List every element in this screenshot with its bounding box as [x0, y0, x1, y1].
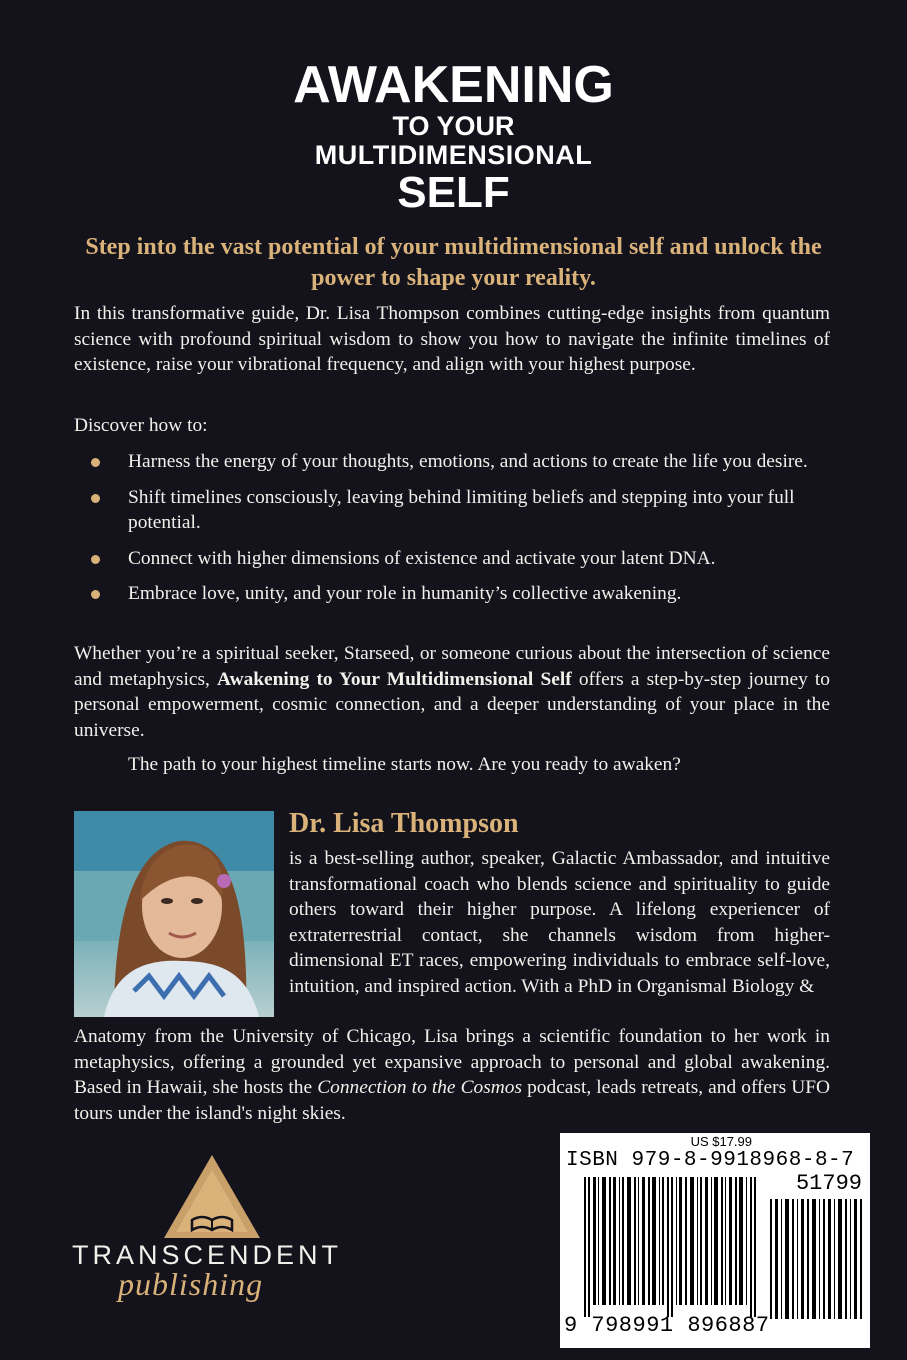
author-photo [74, 811, 274, 1017]
bullet-text: Harness the energy of your thoughts, emotions, and actions to create the life you desire. [128, 451, 808, 472]
tagline: Step into the vast potential of your multidimensional self and unlock the power to shape your reality. [85, 234, 822, 291]
audience-text-start: Whether you’re a spiritual seeker, Starseed, or someone curious about the intersection of science and metaphysics, [74, 643, 830, 690]
title-line-self: SELF [397, 168, 510, 217]
price-addon-code: 51799 [795, 1171, 862, 1196]
podcast-title: Connection to the Cosmos [317, 1077, 523, 1098]
closing-line: The path to your highest timeline starts now. Are you ready to awaken? [128, 754, 681, 775]
barcode-bars-icon [582, 1177, 762, 1317]
bullet-text: Embrace love, unity, and your role in humanity’s collective awakening. [128, 583, 682, 604]
ean-number: 9 798991 896887 [564, 1313, 770, 1338]
audience-text-end: offers a step-by-step journey to personal empowerment, cosmic connection, and a deeper understanding of your place in the universe. [74, 668, 830, 741]
list-item [74, 546, 834, 572]
addon-barcode-bars-icon [768, 1199, 864, 1319]
bullet-dot-icon [91, 555, 100, 564]
author-bio-bottom [74, 1024, 830, 1126]
book-title-inline: Awakening to Your Multidimensional Self [217, 668, 572, 690]
title-line-awakening: AWAKENING [293, 56, 614, 114]
publisher-name: TRANSCENDENT [72, 1240, 343, 1270]
isbn-label: ISBN 979-8-9918968-8-7 [566, 1149, 855, 1172]
list-item [74, 581, 834, 607]
title-line-to-your: TO YOUR [392, 111, 515, 141]
bullet-dot-icon [91, 458, 100, 467]
bio-text-start: Anatomy from the University of Chicago, Lisa brings a scientific foundation to her work in metaphysics, offering a grounded yet expansive approach to personal and global awakening. Based in Hawaii, she hosts the [74, 1026, 830, 1098]
bullet-text: Connect with higher dimensions of existence and activate your latent DNA. [128, 547, 716, 569]
bullet-text: Shift timelines consciously, leaving behind limiting beliefs and stepping into your full potential. [128, 486, 795, 533]
bio-text-end: podcast, leads retreats, and offers UFO tours under the island's night skies. [74, 1077, 830, 1124]
author-bio-top: is a best-selling author, speaker, Galactic Ambassador, and intuitive transformational coach who blends science and spirituality to guide others toward their higher purpose. A lifelong experiencer of extraterrestrial contact, she channels wisdom from higher-dimensional ET races, empowering individuals to embrace self-love, intuition, and inspired action. With a PhD in Organismal Biology & [289, 848, 830, 997]
publisher-script: publishing [118, 1266, 264, 1302]
price-label: US $17.99 [690, 1134, 752, 1149]
author-portrait-icon [74, 811, 274, 1017]
audience-paragraph [74, 641, 830, 743]
benefit-list [74, 449, 834, 617]
author-name: Dr. Lisa Thompson [289, 808, 519, 839]
barcode-panel [560, 1133, 870, 1348]
list-item [74, 449, 834, 475]
bullet-dot-icon [91, 590, 100, 599]
list-item [74, 485, 834, 536]
intro-paragraph: In this transformative guide, Dr. Lisa Thompson combines cutting-edge insights from quantum science with profound spiritual wisdom to show you how to navigate the infinite timelines of existence, raise your vibrational frequency, and align with your highest purpose. [74, 303, 830, 375]
title-line-multidimensional: MULTIDIMENSIONAL [314, 140, 593, 170]
discover-heading: Discover how to: [74, 415, 208, 436]
book-title [0, 58, 907, 216]
bullet-dot-icon [91, 494, 100, 503]
